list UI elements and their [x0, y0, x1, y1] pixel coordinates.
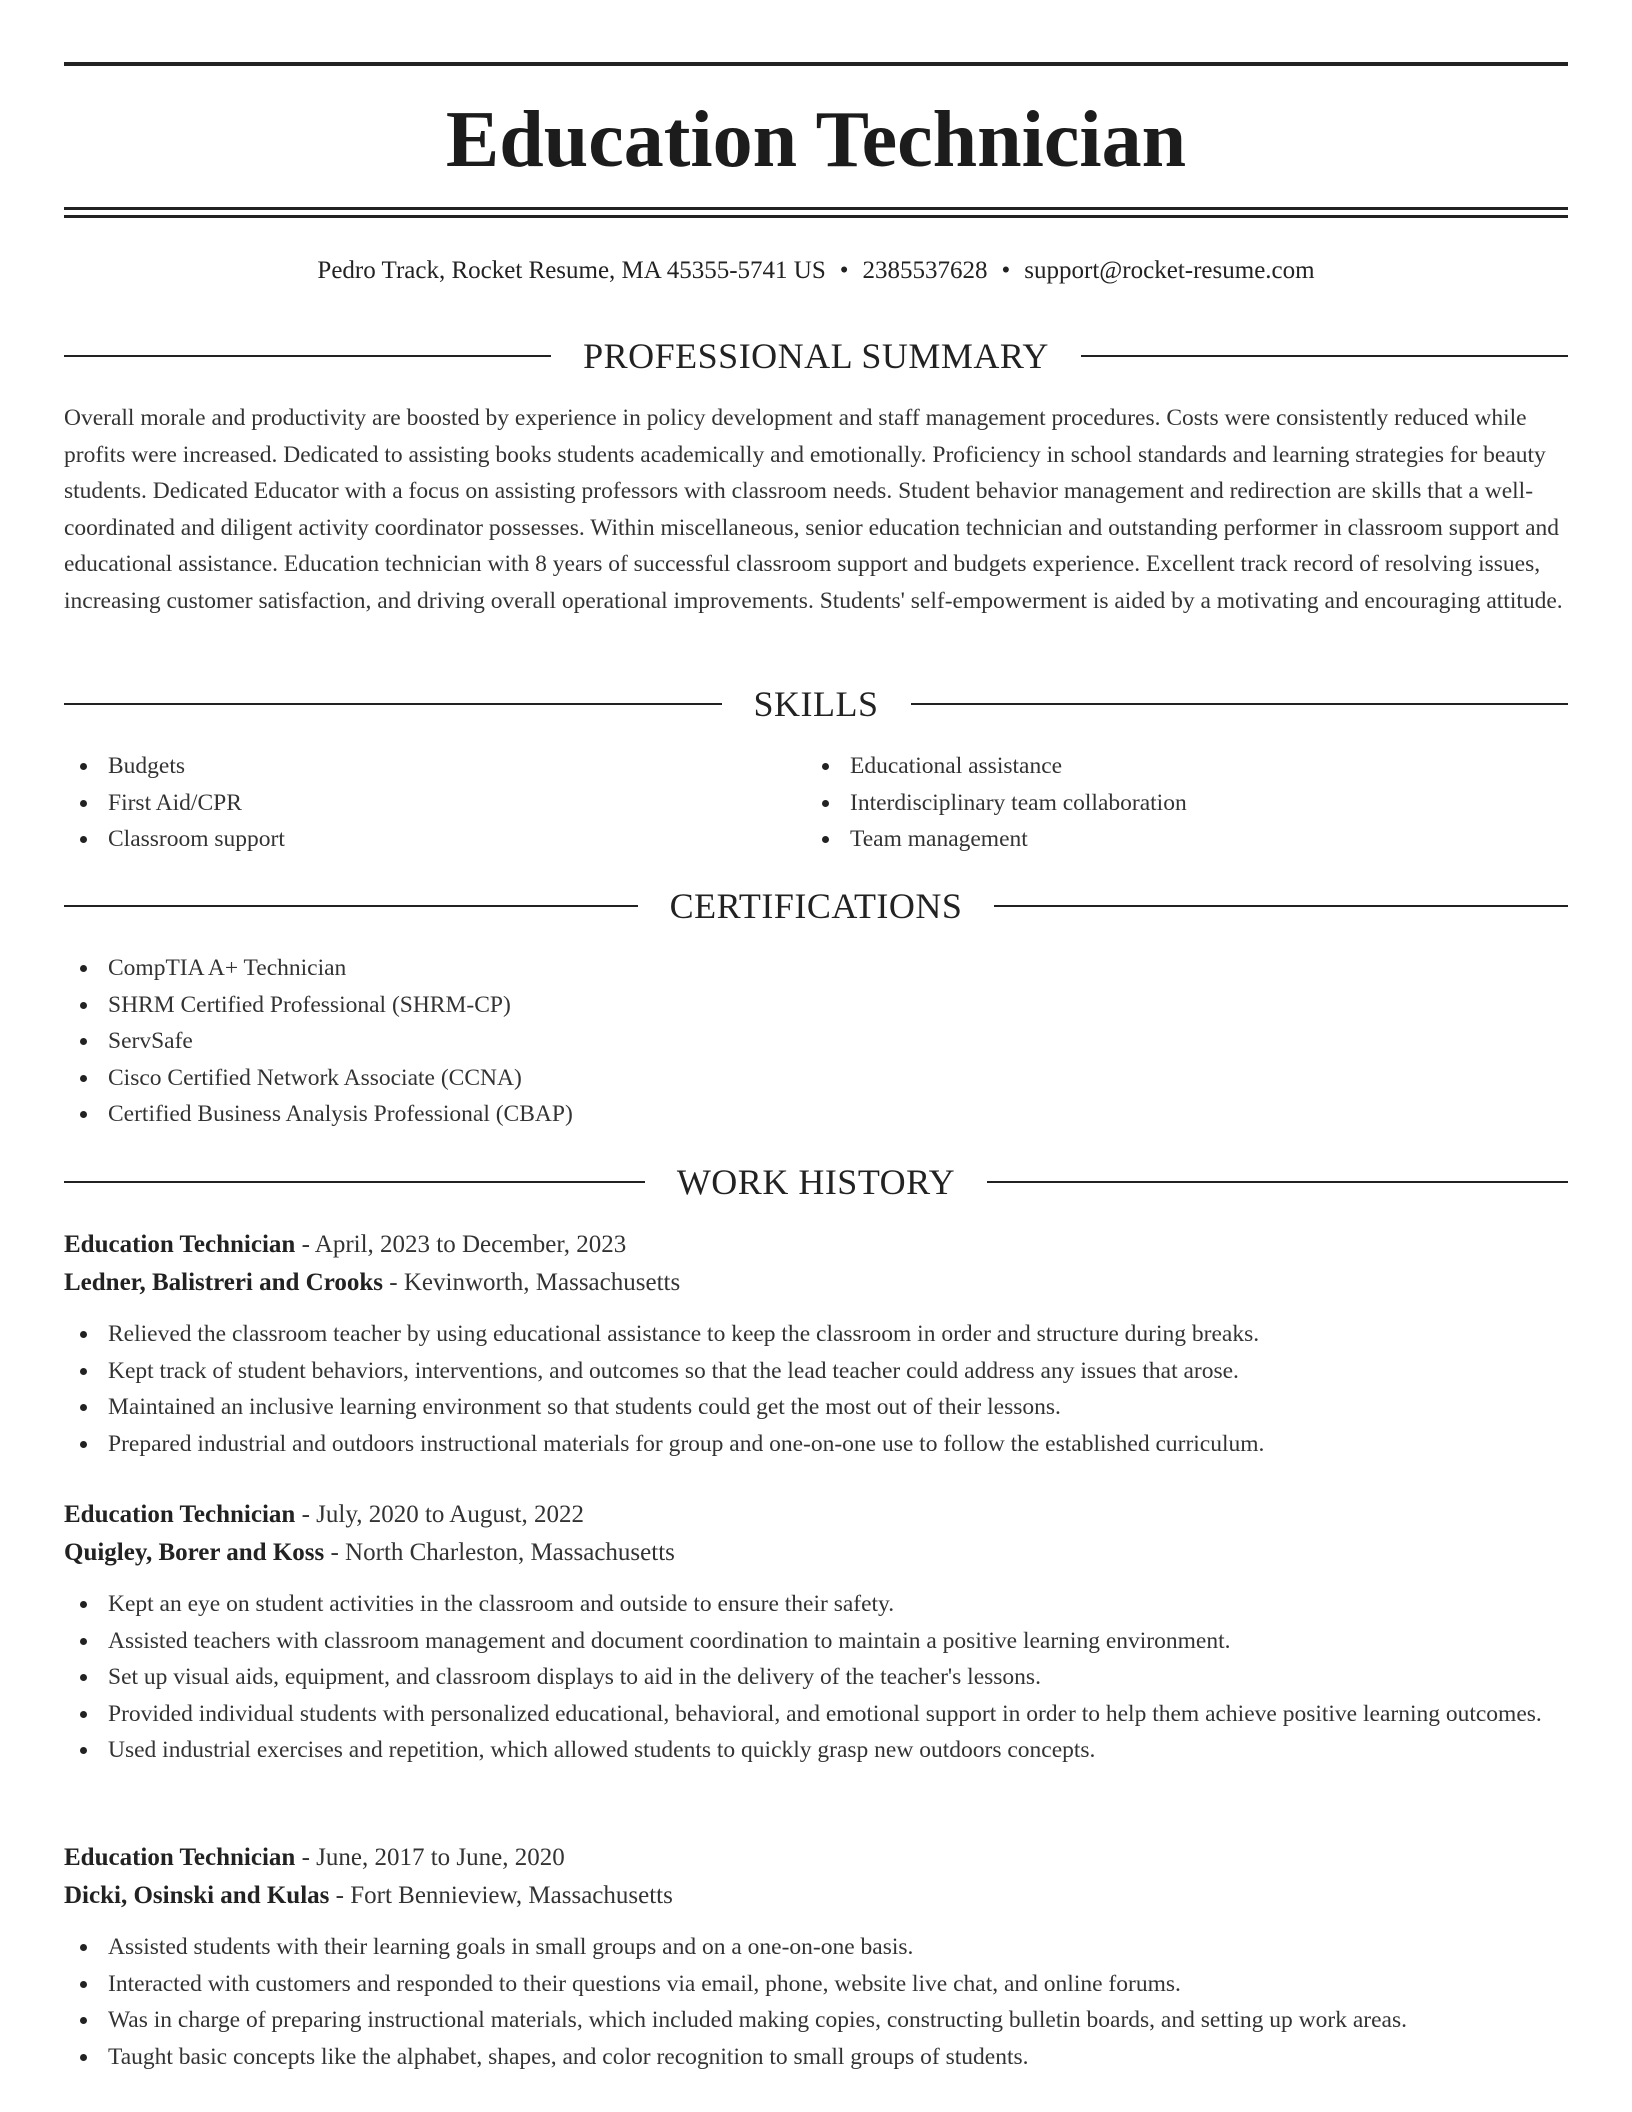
heading-rule	[1081, 355, 1568, 357]
heading-rule	[64, 1181, 645, 1183]
skills-list-right	[806, 748, 1566, 858]
job-bullet: Assisted teachers with classroom management and document coordination to maintain a positive learning environment.	[64, 1623, 1568, 1660]
contact-separator: •	[839, 257, 849, 284]
job-bullet: Used industrial exercises and repetition, which allowed students to quickly grasp new outdoors concepts.	[64, 1732, 1568, 1769]
job-bullet: Prepared industrial and outdoors instructional materials for group and one-on-one use to follow the established curriculum.	[64, 1426, 1568, 1463]
section-title: PROFESSIONAL SUMMARY	[583, 336, 1049, 376]
job-dates: - June, 2017 to June, 2020	[295, 1844, 565, 1871]
heading-rule	[994, 905, 1568, 907]
section-heading-skills	[64, 684, 1568, 724]
certifications-list	[64, 950, 1568, 1133]
job-title: Education Technician	[64, 1844, 296, 1871]
heading-rule	[64, 355, 551, 357]
certification-item: Cisco Certified Network Associate (CCNA)	[64, 1060, 1568, 1097]
contact-line	[64, 254, 1568, 288]
top-rule	[64, 62, 1568, 66]
job-title-line	[64, 1839, 1568, 1877]
contact-address: Pedro Track, Rocket Resume, MA 45355-5741 US	[317, 257, 826, 284]
skill-item: Budgets	[64, 748, 804, 785]
skill-item: Classroom support	[64, 821, 804, 858]
job-bullet: Interacted with customers and responded to their questions via email, phone, website live chat, and online forums.	[64, 1966, 1568, 2003]
job-company-line	[64, 1264, 1568, 1302]
skill-item: Educational assistance	[806, 748, 1566, 785]
heading-rule	[911, 703, 1569, 705]
job-title: Education Technician	[64, 1501, 296, 1528]
job-location: - Fort Bennieview, Massachusetts	[329, 1882, 673, 1909]
section-title: SKILLS	[753, 684, 879, 724]
title-rule-lower	[64, 215, 1568, 218]
skill-item: First Aid/CPR	[64, 785, 804, 822]
title-rule-upper	[64, 207, 1568, 210]
job-bullet: Set up visual aids, equipment, and classroom displays to aid in the delivery of the teacher's lessons.	[64, 1659, 1568, 1696]
job-bullet: Taught basic concepts like the alphabet, shapes, and color recognition to small groups of students.	[64, 2039, 1568, 2076]
contact-email: support@rocket-resume.com	[1024, 257, 1315, 284]
certification-item: CompTIA A+ Technician	[64, 950, 1568, 987]
job-dates: - July, 2020 to August, 2022	[295, 1501, 584, 1528]
job-company-line	[64, 1877, 1568, 1915]
job-title: Education Technician	[64, 1231, 296, 1258]
job-bullet: Kept track of student behaviors, interventions, and outcomes so that the lead teacher could address any issues that arose.	[64, 1353, 1568, 1390]
job-entry	[64, 1496, 1568, 1769]
section-title: WORK HISTORY	[676, 1162, 956, 1202]
heading-rule	[64, 905, 638, 907]
job-company-line	[64, 1534, 1568, 1572]
job-title-line	[64, 1496, 1568, 1534]
certification-item: SHRM Certified Professional (SHRM-CP)	[64, 987, 1568, 1024]
heading-rule	[987, 1181, 1568, 1183]
professional-summary: Overall morale and productivity are boosted by experience in policy development and staff management procedures. Costs were consistently reduced while profits were increased. Dedicated to assisting books students academically and emotionally. Proficiency in school standards and learning strategies for beauty students. Dedicated Educator with a focus on assisting professors with classroom needs. Student behavior management and redirection are skills that a well-coordinated and diligent activity coordinator possesses. Within miscellaneous, senior education technician and outstanding performer in classroom support and educational assistance. Education technician with 8 years of successful classroom support and budgets experience. Excellent track record of resolving issues, increasing customer satisfaction, and driving overall operational improvements. Students' self-empowerment is aided by a motivating and encouraging attitude.	[64, 405, 1563, 614]
job-bullet: Relieved the classroom teacher by using educational assistance to keep the classroom in order and structure during breaks.	[64, 1316, 1568, 1353]
job-title-line	[64, 1226, 1568, 1264]
section-heading-work-history	[64, 1162, 1568, 1202]
job-dates: - April, 2023 to December, 2023	[295, 1231, 627, 1258]
job-bullet: Was in charge of preparing instructional materials, which included making copies, constructing bulletin boards, and setting up work areas.	[64, 2002, 1568, 2039]
section-heading-certifications	[64, 886, 1568, 926]
job-location: - North Charleston, Massachusetts	[324, 1539, 675, 1566]
section-title: CERTIFICATIONS	[669, 886, 963, 926]
job-bullet: Assisted students with their learning goals in small groups and on a one-on-one basis.	[64, 1929, 1568, 1966]
job-company: Ledner, Balistreri and Crooks	[64, 1269, 384, 1296]
job-bullets	[64, 1929, 1568, 2075]
section-heading-summary	[64, 336, 1568, 376]
job-bullet: Maintained an inclusive learning environment so that students could get the most out of their lessons.	[64, 1389, 1568, 1426]
resume-title: Education Technician	[445, 96, 1187, 184]
job-bullet: Kept an eye on student activities in the classroom and outside to ensure their safety.	[64, 1586, 1568, 1623]
contact-separator: •	[1001, 257, 1011, 284]
heading-rule	[64, 703, 722, 705]
job-bullet: Provided individual students with personalized educational, behavioral, and emotional support in order to help them achieve positive learning outcomes.	[64, 1696, 1568, 1733]
job-bullets	[64, 1586, 1568, 1769]
job-entry	[64, 1226, 1568, 1462]
certification-item: ServSafe	[64, 1023, 1568, 1060]
skill-item: Interdisciplinary team collaboration	[806, 785, 1566, 822]
skill-item: Team management	[806, 821, 1566, 858]
job-company: Quigley, Borer and Koss	[64, 1539, 325, 1566]
job-entry	[64, 1839, 1568, 2075]
contact-phone: 2385537628	[862, 257, 988, 284]
skills-list-left	[64, 748, 804, 858]
job-company: Dicki, Osinski and Kulas	[64, 1882, 330, 1909]
job-location: - Kevinworth, Massachusetts	[383, 1269, 681, 1296]
job-bullets	[64, 1316, 1568, 1462]
certification-item: Certified Business Analysis Professional (CBAP)	[64, 1096, 1568, 1133]
